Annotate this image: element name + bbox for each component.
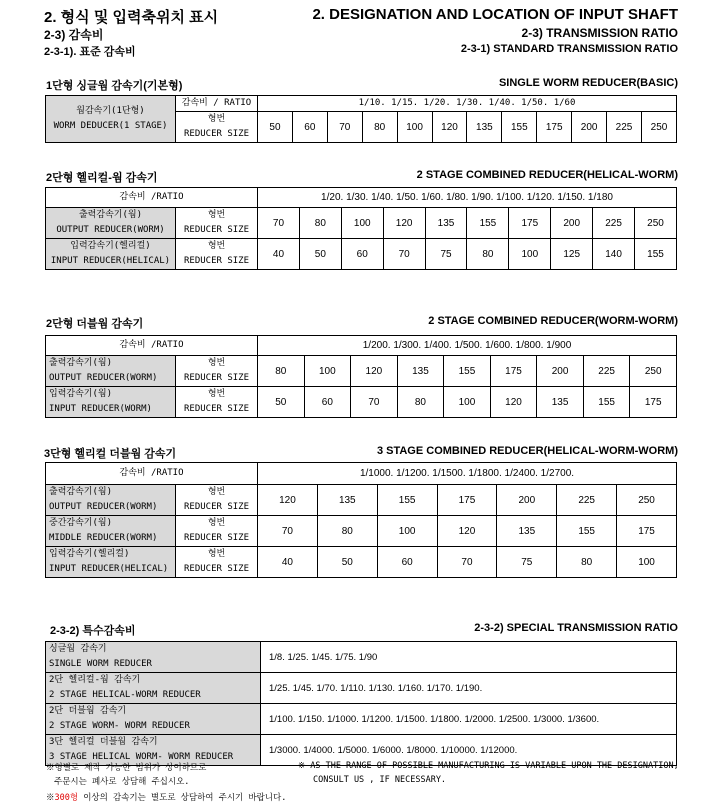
size-cell: 50 [258,387,305,418]
table-row [46,239,677,270]
section-heading-korean: 2-3-1). 표준 감속비 [44,46,136,58]
size-cell: 250 [635,208,677,239]
ratio-values: 1/25. 1/45. 1/70. 1/110. 1/130. 1/160. 1/170. 1/190. [261,673,677,704]
row-label: 싱글웜 감속기 SINGLE WORM REDUCER [46,642,261,673]
size-cell: 80 [258,356,305,387]
size-cell: 225 [593,208,635,239]
size-cell: 155 [377,485,437,516]
table1-title-english: SINGLE WORM REDUCER(BASIC) [498,77,678,89]
size-cell: 75 [425,239,467,270]
table4-title-english: 3 STAGE COMBINED REDUCER(HELICAL-WORM-WORM) [376,445,678,457]
size-cell: 60 [341,239,383,270]
size-cell: 80 [299,208,341,239]
table-row [46,673,677,704]
table-row [46,485,677,516]
size-label: 형번 REDUCER SIZE [176,239,258,270]
size-cell: 140 [593,239,635,270]
size-cell: 70 [327,112,362,143]
table2-title-korean: 2단형 헬리컬-웜 감속기 [46,172,158,184]
table1-title-korean: 1단형 싱글웜 감속기(기본형) [46,80,183,92]
size-cell: 60 [304,387,351,418]
size-cell: 100 [397,112,432,143]
size-cell: 50 [317,547,377,578]
size-cell: 250 [630,356,677,387]
size-cell: 155 [502,112,537,143]
table3-title-korean: 2단형 더블웜 감속기 [46,318,144,330]
title-english: 2. DESIGNATION AND LOCATION OF INPUT SHAFT [312,6,678,23]
special-title-english: 2-3-2) SPECIAL TRANSMISSION RATIO [474,622,678,634]
size-cell: 80 [397,387,444,418]
ratio-label: 감속비 /RATIO [46,336,258,356]
size-cell: 155 [635,239,677,270]
size-label: 형번 REDUCER SIZE [176,485,258,516]
size-label: 형번 REDUCER SIZE [176,356,258,387]
row-label: 웜감속기(1단형) WORM DEDUCER(1 STAGE) [46,96,176,143]
table-helical-worm [45,187,677,270]
size-cell: 155 [583,387,630,418]
size-cell: 200 [551,208,593,239]
size-cell: 50 [299,239,341,270]
size-cell: 70 [258,208,300,239]
size-cell: 100 [304,356,351,387]
table-row [46,547,677,578]
size-cell: 125 [551,239,593,270]
row-label: 입력감속기(웜) INPUT REDUCER(WORM) [46,387,176,418]
size-cell: 155 [467,208,509,239]
size-cell: 80 [317,516,377,547]
size-label: 형번 REDUCER SIZE [176,547,258,578]
size-cell: 200 [497,485,557,516]
size-cell: 175 [617,516,677,547]
table-helical-worm-worm [45,462,677,578]
size-cell: 225 [607,112,642,143]
row-label: 출력감속기(웜) OUTPUT REDUCER(WORM) [46,208,176,239]
ratio-label: 감속비 /RATIO [46,188,258,208]
row-label: 2단 헬리컬-웜 감속기 2 STAGE HELICAL-WORM REDUCER [46,673,261,704]
table-row [46,642,677,673]
size-cell: 120 [258,485,318,516]
table-row [46,516,677,547]
size-cell: 155 [557,516,617,547]
size-cell: 200 [572,112,607,143]
size-cell: 225 [557,485,617,516]
size-cell: 135 [467,112,502,143]
size-cell: 100 [444,387,491,418]
size-cell: 175 [630,387,677,418]
note-highlight: 300형 [54,793,79,803]
size-cell: 100 [341,208,383,239]
size-cell: 100 [377,516,437,547]
size-cell: 80 [467,239,509,270]
table-row [46,356,677,387]
size-cell: 70 [258,516,318,547]
note-korean-line3: ※300형 이상의 감속기는 별도로 상담하여 주시기 바랍니다. [46,793,287,803]
table-row [46,387,677,418]
row-label: 3단 헬리컬 더블웜 감속기 3 STAGE HELICAL WORM- WORM REDUCER [46,735,261,766]
size-cell: 70 [351,387,398,418]
size-cell: 120 [351,356,398,387]
size-cell: 80 [557,547,617,578]
size-cell: 120 [432,112,467,143]
size-cell: 135 [397,356,444,387]
size-cell: 40 [258,239,300,270]
table-single-worm [45,95,677,143]
subtitle-english: 2-3) TRANSMISSION RATIO [521,26,678,40]
ratio-label: 감속비 / RATIO [176,96,258,112]
size-label: 형번 REDUCER SIZE [176,112,258,143]
size-label: 형번 REDUCER SIZE [176,208,258,239]
subtitle-korean: 2-3) 감속비 [44,28,104,42]
size-cell: 155 [444,356,491,387]
table-row [46,208,677,239]
size-label: 형번 REDUCER SIZE [176,516,258,547]
ratio-label: 감속비 /RATIO [46,463,258,485]
size-cell: 75 [497,547,557,578]
row-label: 입력감속기(헬리컬) INPUT REDUCER(HELICAL) [46,239,176,270]
table-worm-worm [45,335,677,418]
table4-title-korean: 3단형 헬리컬 더블웜 감속기 [44,448,177,460]
size-cell: 60 [377,547,437,578]
size-cell: 60 [292,112,327,143]
row-label: 출력감속기(웜) OUTPUT REDUCER(WORM) [46,356,176,387]
size-cell: 175 [537,112,572,143]
row-label: 출력감속기(웜) OUTPUT REDUCER(WORM) [46,485,176,516]
size-cell: 225 [583,356,630,387]
size-cell: 80 [362,112,397,143]
special-title-korean: 2-3-2) 특수감속비 [50,625,136,637]
size-cell: 250 [617,485,677,516]
note-korean-line2: 주문시는 폐사로 상담해 주십시오. [54,777,190,787]
ratio-values: 1/20. 1/30. 1/40. 1/50. 1/60. 1/80. 1/90. 1/100. 1/120. 1/150. 1/180 [258,188,677,208]
table3-title-english: 2 STAGE COMBINED REDUCER(WORM-WORM) [428,315,678,327]
ratio-values: 1/200. 1/300. 1/400. 1/500. 1/600. 1/800. 1/900 [258,336,677,356]
size-cell: 40 [258,547,318,578]
size-cell: 120 [383,208,425,239]
note-english-line2: CONSULT US , IF NECESSARY. [313,775,447,785]
size-cell: 135 [537,387,584,418]
table-row [46,704,677,735]
size-cell: 100 [617,547,677,578]
row-label: 중간감속기(웜) MIDDLE REDUCER(WORM) [46,516,176,547]
size-cell: 135 [317,485,377,516]
ratio-values: 1/1000. 1/1200. 1/1500. 1/1800. 1/2400. 1/2700. [258,463,677,485]
table2-title-english: 2 STAGE COMBINED REDUCER(HELICAL-WORM) [416,169,678,181]
size-cell: 175 [509,208,551,239]
ratio-values: 1/8. 1/25. 1/45. 1/75. 1/90 [261,642,677,673]
size-label: 형번 REDUCER SIZE [176,387,258,418]
size-cell: 70 [383,239,425,270]
row-label: 입력감속기(헬리컬) INPUT REDUCER(HELICAL) [46,547,176,578]
size-cell: 175 [437,485,497,516]
note-korean-line1: ※형별로 제작 가능한 범위가 상이하므로 [46,763,207,773]
section-heading-english: 2-3-1) STANDARD TRANSMISSION RATIO [460,43,678,55]
size-cell: 175 [490,356,537,387]
size-cell: 135 [497,516,557,547]
table-special-ratio [45,641,677,766]
size-cell: 100 [509,239,551,270]
row-label: 2단 더블웜 감속기 2 STAGE WORM- WORM REDUCER [46,704,261,735]
size-cell: 120 [490,387,537,418]
ratio-values: 1/100. 1/150. 1/1000. 1/1200. 1/1500. 1/1800. 1/2000. 1/2500. 1/3000. 1/3600. [261,704,677,735]
ratio-values: 1/10. 1/15. 1/20. 1/30. 1/40. 1/50. 1/60 [258,96,677,112]
ratio-values: 1/3000. 1/4000. 1/5000. 1/6000. 1/8000. 1/10000. 1/12000. [261,735,677,766]
title-korean: 2. 형식 및 입력축위치 표시 [44,9,219,26]
size-cell: 135 [425,208,467,239]
size-cell: 250 [641,112,676,143]
size-cell: 200 [537,356,584,387]
size-cell: 120 [437,516,497,547]
size-cell: 70 [437,547,497,578]
note-english-line1: ※ AS THE RANGE OF POSSIBLE MANUFACTURING IS VARIABLE UPON THE DESIGNATION, [298,761,679,771]
size-cell: 50 [258,112,293,143]
